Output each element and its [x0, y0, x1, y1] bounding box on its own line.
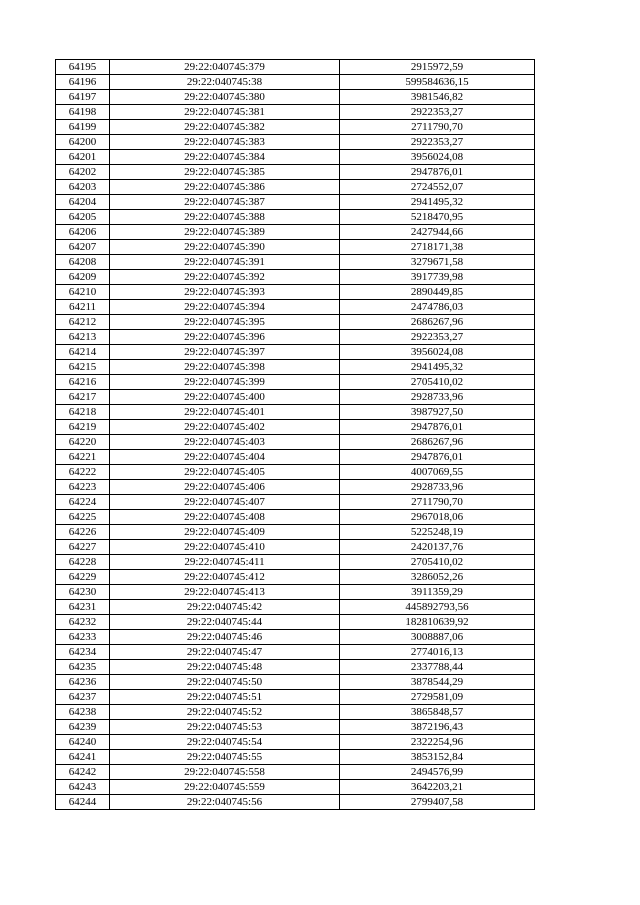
cadastral-number-cell: 29:22:040745:388: [110, 210, 340, 225]
value-cell: 3981546,82: [340, 90, 535, 105]
table-row: [56, 210, 535, 225]
table-row: [56, 570, 535, 585]
table-row: [56, 90, 535, 105]
table-row: [56, 105, 535, 120]
row-number-cell: 64202: [56, 165, 110, 180]
value-cell: 3956024,08: [340, 150, 535, 165]
value-cell: 2724552,07: [340, 180, 535, 195]
table-row: [56, 165, 535, 180]
table-row: [56, 360, 535, 375]
value-cell: 2947876,01: [340, 420, 535, 435]
value-cell: 2947876,01: [340, 165, 535, 180]
row-number-cell: 64212: [56, 315, 110, 330]
value-cell: 3872196,43: [340, 720, 535, 735]
table-row: [56, 420, 535, 435]
table-row: [56, 330, 535, 345]
cadastral-number-cell: 29:22:040745:412: [110, 570, 340, 585]
value-cell: 5218470,95: [340, 210, 535, 225]
row-number-cell: 64222: [56, 465, 110, 480]
table-row: [56, 735, 535, 750]
cadastral-number-cell: 29:22:040745:559: [110, 780, 340, 795]
value-cell: 2322254,96: [340, 735, 535, 750]
row-number-cell: 64229: [56, 570, 110, 585]
value-cell: 2427944,66: [340, 225, 535, 240]
value-cell: 3853152,84: [340, 750, 535, 765]
table-row: [56, 690, 535, 705]
row-number-cell: 64237: [56, 690, 110, 705]
row-number-cell: 64216: [56, 375, 110, 390]
cadastral-number-cell: 29:22:040745:411: [110, 555, 340, 570]
value-cell: 2799407,58: [340, 795, 535, 810]
value-cell: 3878544,29: [340, 675, 535, 690]
cadastral-number-cell: 29:22:040745:380: [110, 90, 340, 105]
table-row: [56, 630, 535, 645]
row-number-cell: 64214: [56, 345, 110, 360]
row-number-cell: 64235: [56, 660, 110, 675]
row-number-cell: 64244: [56, 795, 110, 810]
cadastral-number-cell: 29:22:040745:387: [110, 195, 340, 210]
data-table: [55, 59, 535, 810]
row-number-cell: 64242: [56, 765, 110, 780]
value-cell: 2890449,85: [340, 285, 535, 300]
cadastral-number-cell: 29:22:040745:47: [110, 645, 340, 660]
table-row: [56, 780, 535, 795]
value-cell: 3917739,98: [340, 270, 535, 285]
row-number-cell: 64203: [56, 180, 110, 195]
value-cell: 2922353,27: [340, 135, 535, 150]
row-number-cell: 64221: [56, 450, 110, 465]
cadastral-number-cell: 29:22:040745:38: [110, 75, 340, 90]
value-cell: 3956024,08: [340, 345, 535, 360]
cadastral-number-cell: 29:22:040745:52: [110, 705, 340, 720]
value-cell: 2686267,96: [340, 315, 535, 330]
value-cell: 3279671,58: [340, 255, 535, 270]
table-row: [56, 450, 535, 465]
cadastral-number-cell: 29:22:040745:386: [110, 180, 340, 195]
value-cell: 2915972,59: [340, 60, 535, 75]
value-cell: 3642203,21: [340, 780, 535, 795]
row-number-cell: 64243: [56, 780, 110, 795]
value-cell: 2922353,27: [340, 330, 535, 345]
value-cell: 2729581,09: [340, 690, 535, 705]
table-row: [56, 270, 535, 285]
cadastral-number-cell: 29:22:040745:399: [110, 375, 340, 390]
row-number-cell: 64217: [56, 390, 110, 405]
cadastral-number-cell: 29:22:040745:390: [110, 240, 340, 255]
table-row: [56, 255, 535, 270]
cadastral-number-cell: 29:22:040745:53: [110, 720, 340, 735]
row-number-cell: 64196: [56, 75, 110, 90]
value-cell: 3911359,29: [340, 585, 535, 600]
row-number-cell: 64223: [56, 480, 110, 495]
value-cell: 3865848,57: [340, 705, 535, 720]
value-cell: 599584636,15: [340, 75, 535, 90]
row-number-cell: 64231: [56, 600, 110, 615]
row-number-cell: 64198: [56, 105, 110, 120]
cadastral-number-cell: 29:22:040745:400: [110, 390, 340, 405]
table-row: [56, 225, 535, 240]
table-row: [56, 480, 535, 495]
table-row: [56, 510, 535, 525]
table-row: [56, 375, 535, 390]
value-cell: 2420137,76: [340, 540, 535, 555]
row-number-cell: 64208: [56, 255, 110, 270]
table-row: [56, 600, 535, 615]
row-number-cell: 64228: [56, 555, 110, 570]
row-number-cell: 64227: [56, 540, 110, 555]
cadastral-number-cell: 29:22:040745:396: [110, 330, 340, 345]
value-cell: 2711790,70: [340, 495, 535, 510]
table-row: [56, 555, 535, 570]
row-number-cell: 64195: [56, 60, 110, 75]
cadastral-number-cell: 29:22:040745:48: [110, 660, 340, 675]
table-row: [56, 540, 535, 555]
cadastral-number-cell: 29:22:040745:403: [110, 435, 340, 450]
cadastral-number-cell: 29:22:040745:409: [110, 525, 340, 540]
cadastral-number-cell: 29:22:040745:389: [110, 225, 340, 240]
value-cell: 2705410,02: [340, 375, 535, 390]
table-row: [56, 525, 535, 540]
table-row: [56, 120, 535, 135]
table-row: [56, 150, 535, 165]
cadastral-number-cell: 29:22:040745:379: [110, 60, 340, 75]
row-number-cell: 64226: [56, 525, 110, 540]
row-number-cell: 64238: [56, 705, 110, 720]
row-number-cell: 64239: [56, 720, 110, 735]
row-number-cell: 64209: [56, 270, 110, 285]
cadastral-number-cell: 29:22:040745:394: [110, 300, 340, 315]
value-cell: 2774016,13: [340, 645, 535, 660]
table-row: [56, 75, 535, 90]
cadastral-number-cell: 29:22:040745:558: [110, 765, 340, 780]
table-row: [56, 585, 535, 600]
cadastral-number-cell: 29:22:040745:385: [110, 165, 340, 180]
cadastral-number-cell: 29:22:040745:401: [110, 405, 340, 420]
row-number-cell: 64207: [56, 240, 110, 255]
cadastral-number-cell: 29:22:040745:381: [110, 105, 340, 120]
table-row: [56, 720, 535, 735]
value-cell: 2718171,38: [340, 240, 535, 255]
row-number-cell: 64230: [56, 585, 110, 600]
row-number-cell: 64219: [56, 420, 110, 435]
table-row: [56, 240, 535, 255]
cadastral-number-cell: 29:22:040745:393: [110, 285, 340, 300]
value-cell: 2705410,02: [340, 555, 535, 570]
table-row: [56, 660, 535, 675]
table-row: [56, 705, 535, 720]
value-cell: 2711790,70: [340, 120, 535, 135]
cadastral-number-cell: 29:22:040745:392: [110, 270, 340, 285]
table-row: [56, 135, 535, 150]
value-cell: 2947876,01: [340, 450, 535, 465]
table-row: [56, 615, 535, 630]
value-cell: 3008887,06: [340, 630, 535, 645]
row-number-cell: 64241: [56, 750, 110, 765]
row-number-cell: 64197: [56, 90, 110, 105]
cadastral-number-cell: 29:22:040745:54: [110, 735, 340, 750]
row-number-cell: 64225: [56, 510, 110, 525]
cadastral-number-cell: 29:22:040745:410: [110, 540, 340, 555]
row-number-cell: 64205: [56, 210, 110, 225]
cadastral-number-cell: 29:22:040745:50: [110, 675, 340, 690]
table-row: [56, 345, 535, 360]
value-cell: 2941495,32: [340, 360, 535, 375]
value-cell: 2494576,99: [340, 765, 535, 780]
row-number-cell: 64233: [56, 630, 110, 645]
value-cell: 2686267,96: [340, 435, 535, 450]
table-row: [56, 300, 535, 315]
row-number-cell: 64211: [56, 300, 110, 315]
cadastral-number-cell: 29:22:040745:413: [110, 585, 340, 600]
value-cell: 2928733,96: [340, 390, 535, 405]
row-number-cell: 64218: [56, 405, 110, 420]
row-number-cell: 64213: [56, 330, 110, 345]
cadastral-number-cell: 29:22:040745:384: [110, 150, 340, 165]
cadastral-number-cell: 29:22:040745:397: [110, 345, 340, 360]
row-number-cell: 64204: [56, 195, 110, 210]
cadastral-number-cell: 29:22:040745:408: [110, 510, 340, 525]
table-row: [56, 195, 535, 210]
cadastral-number-cell: 29:22:040745:382: [110, 120, 340, 135]
cadastral-number-cell: 29:22:040745:406: [110, 480, 340, 495]
value-cell: 2474786,03: [340, 300, 535, 315]
row-number-cell: 64199: [56, 120, 110, 135]
row-number-cell: 64206: [56, 225, 110, 240]
table-row: [56, 285, 535, 300]
value-cell: 2941495,32: [340, 195, 535, 210]
table-row: [56, 495, 535, 510]
row-number-cell: 64215: [56, 360, 110, 375]
table-row: [56, 465, 535, 480]
table-row: [56, 315, 535, 330]
table-row: [56, 390, 535, 405]
table-row: [56, 675, 535, 690]
value-cell: 5225248,19: [340, 525, 535, 540]
value-cell: 2967018,06: [340, 510, 535, 525]
cadastral-number-cell: 29:22:040745:44: [110, 615, 340, 630]
cadastral-number-cell: 29:22:040745:395: [110, 315, 340, 330]
row-number-cell: 64240: [56, 735, 110, 750]
table-row: [56, 60, 535, 75]
row-number-cell: 64232: [56, 615, 110, 630]
row-number-cell: 64224: [56, 495, 110, 510]
cadastral-number-cell: 29:22:040745:405: [110, 465, 340, 480]
value-cell: 3987927,50: [340, 405, 535, 420]
cadastral-number-cell: 29:22:040745:56: [110, 795, 340, 810]
row-number-cell: 64236: [56, 675, 110, 690]
table-row: [56, 765, 535, 780]
value-cell: 2928733,96: [340, 480, 535, 495]
cadastral-number-cell: 29:22:040745:407: [110, 495, 340, 510]
value-cell: 182810639,92: [340, 615, 535, 630]
value-cell: 2922353,27: [340, 105, 535, 120]
table-row: [56, 180, 535, 195]
value-cell: 445892793,56: [340, 600, 535, 615]
value-cell: 2337788,44: [340, 660, 535, 675]
value-cell: 4007069,55: [340, 465, 535, 480]
cadastral-number-cell: 29:22:040745:398: [110, 360, 340, 375]
table-row: [56, 435, 535, 450]
row-number-cell: 64234: [56, 645, 110, 660]
cadastral-number-cell: 29:22:040745:404: [110, 450, 340, 465]
table-row: [56, 795, 535, 810]
cadastral-number-cell: 29:22:040745:51: [110, 690, 340, 705]
row-number-cell: 64201: [56, 150, 110, 165]
row-number-cell: 64220: [56, 435, 110, 450]
row-number-cell: 64200: [56, 135, 110, 150]
table-row: [56, 645, 535, 660]
cadastral-number-cell: 29:22:040745:42: [110, 600, 340, 615]
cadastral-number-cell: 29:22:040745:46: [110, 630, 340, 645]
table-row: [56, 750, 535, 765]
row-number-cell: 64210: [56, 285, 110, 300]
cadastral-number-cell: 29:22:040745:383: [110, 135, 340, 150]
table-body: [56, 60, 535, 810]
table-row: [56, 405, 535, 420]
cadastral-number-cell: 29:22:040745:391: [110, 255, 340, 270]
value-cell: 3286052,26: [340, 570, 535, 585]
cadastral-number-cell: 29:22:040745:402: [110, 420, 340, 435]
cadastral-number-cell: 29:22:040745:55: [110, 750, 340, 765]
